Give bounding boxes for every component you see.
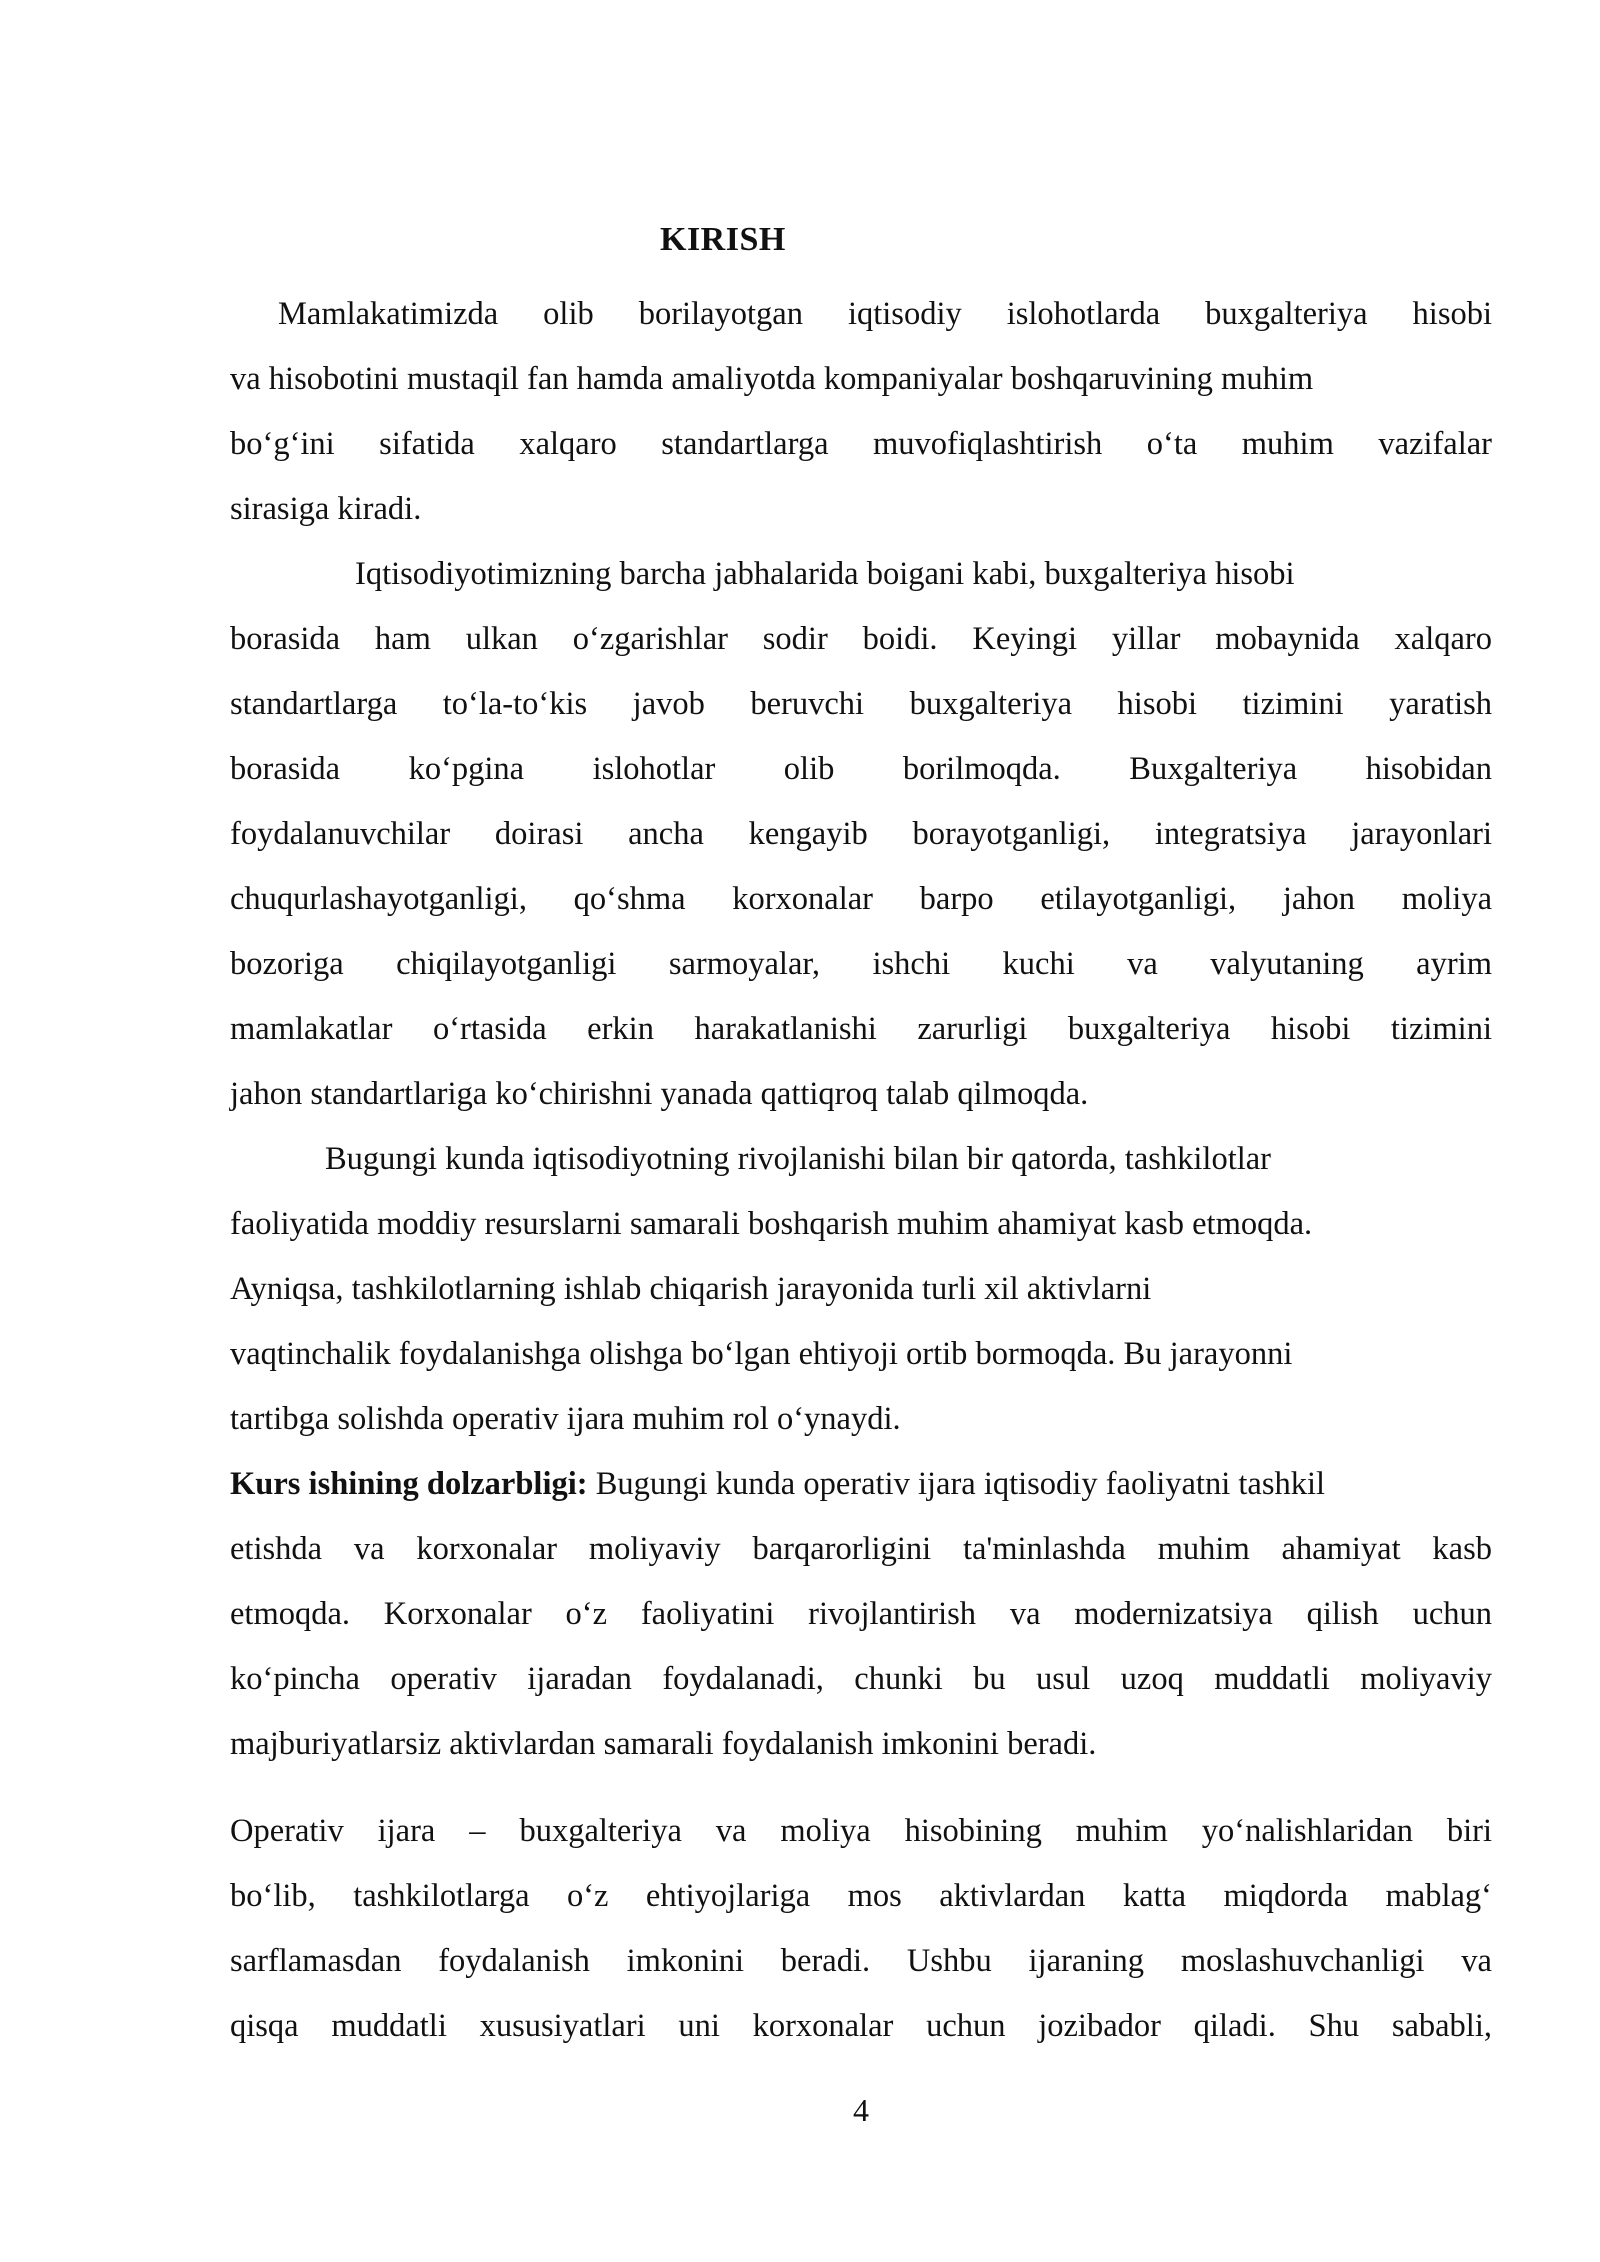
paragraph-line: Iqtisodiyotimizning barcha jabhalarida boigani kabi, buxgalteriya hisobi bbox=[355, 556, 1295, 592]
paragraph-spacer bbox=[230, 1777, 1492, 1799]
paragraph-line: bozoriga chiqilayotganligi sarmoyalar, ishchi kuchi va valyutaning ayrim bbox=[230, 946, 1492, 982]
paragraph-line: majburiyatlarsiz aktivlardan samarali foydalanish imkonini beradi. bbox=[230, 1726, 1097, 1762]
paragraph-line: qisqa muddatli xususiyatlari uni korxonalar uchun jozibador qiladi. Shu sababli, bbox=[230, 2008, 1492, 2044]
paragraph bbox=[230, 1127, 1492, 1452]
paragraph bbox=[230, 1452, 1492, 1777]
paragraph-line: mamlakatlar o‘rtasida erkin harakatlanishi zarurligi buxgalteriya hisobi tizimini bbox=[230, 1011, 1492, 1047]
paragraph bbox=[230, 1799, 1492, 2059]
paragraph-line: vaqtinchalik foydalanishga olishga bo‘lgan ehtiyoji ortib bormoqda. Bu jarayonni bbox=[230, 1336, 1293, 1372]
paragraph-line: Mamlakatimizda olib borilayotgan iqtisodiy islohotlarda buxgalteriya hisobi bbox=[278, 296, 1492, 332]
paragraph-line: Bugungi kunda iqtisodiyotning rivojlanishi bilan bir qatorda, tashkilotlar bbox=[325, 1141, 1272, 1177]
paragraph-line: faoliyatida moddiy resurslarni samarali boshqarish muhim ahamiyat kasb etmoqda. bbox=[230, 1206, 1313, 1242]
relevance-label: Kurs ishining dolzarbligi: bbox=[230, 1466, 588, 1502]
paragraph-line: foydalanuvchilar doirasi ancha kengayib borayotganligi, integratsiya jarayonlari bbox=[230, 816, 1492, 852]
paragraph-line: jahon standartlariga ko‘chirishni yanada qattiqroq talab qilmoqda. bbox=[230, 1076, 1089, 1112]
paragraph-line: etmoqda. Korxonalar o‘z faoliyatini rivojlantirish va modernizatsiya qilish uchun bbox=[230, 1596, 1492, 1632]
paragraph-line: bo‘g‘ini sifatida xalqaro standartlarga muvofiqlashtirish o‘ta muhim vazifalar bbox=[230, 426, 1492, 462]
page-heading: KIRISH bbox=[660, 221, 786, 258]
paragraph-line: etishda va korxonalar moliyaviy barqarorligini ta'minlashda muhim ahamiyat kasb bbox=[230, 1531, 1492, 1567]
relevance-text: Bugungi kunda operativ ijara iqtisodiy faoliyatni tashkil bbox=[587, 1466, 1326, 1502]
paragraph bbox=[230, 542, 1492, 1127]
paragraph-line bbox=[230, 1452, 1492, 1517]
paragraph-line: standartlarga to‘la-to‘kis javob beruvchi buxgalteriya hisobi tizimini yaratish bbox=[230, 686, 1492, 722]
paragraph-line: ko‘pincha operativ ijaradan foydalanadi, chunki bu usul uzoq muddatli moliyaviy bbox=[230, 1661, 1492, 1697]
paragraph-line: sarflamasdan foydalanish imkonini beradi. Ushbu ijaraning moslashuvchanligi va bbox=[230, 1943, 1492, 1979]
paragraph-line: Ayniqsa, tashkilotlarning ishlab chiqarish jarayonida turli xil aktivlarni bbox=[230, 1271, 1152, 1307]
body-text bbox=[230, 282, 1492, 2059]
paragraph-line: borasida ko‘pgina islohotlar olib borilmoqda. Buxgalteriya hisobidan bbox=[230, 751, 1492, 787]
paragraph-line: chuqurlashayotganligi, qo‘shma korxonalar barpo etilayotganligi, jahon moliya bbox=[230, 881, 1492, 917]
paragraph-line: borasida ham ulkan o‘zgarishlar sodir boidi. Keyingi yillar mobaynida xalqaro bbox=[230, 621, 1492, 657]
paragraph-line: sirasiga kiradi. bbox=[230, 491, 422, 527]
paragraph-line: bo‘lib, tashkilotlarga o‘z ehtiyojlariga mos aktivlardan katta miqdorda mablag‘ bbox=[230, 1878, 1492, 1914]
page-number: 4 bbox=[853, 2092, 869, 2128]
paragraph bbox=[230, 282, 1492, 542]
paragraph-line: tartibga solishda operativ ijara muhim rol o‘ynaydi. bbox=[230, 1401, 901, 1437]
paragraph-line: Operativ ijara – buxgalteriya va moliya hisobining muhim yo‘nalishlaridan biri bbox=[230, 1813, 1492, 1849]
paragraph-line: va hisobotini mustaqil fan hamda amaliyotda kompaniyalar boshqaruvining muhim bbox=[230, 361, 1314, 397]
